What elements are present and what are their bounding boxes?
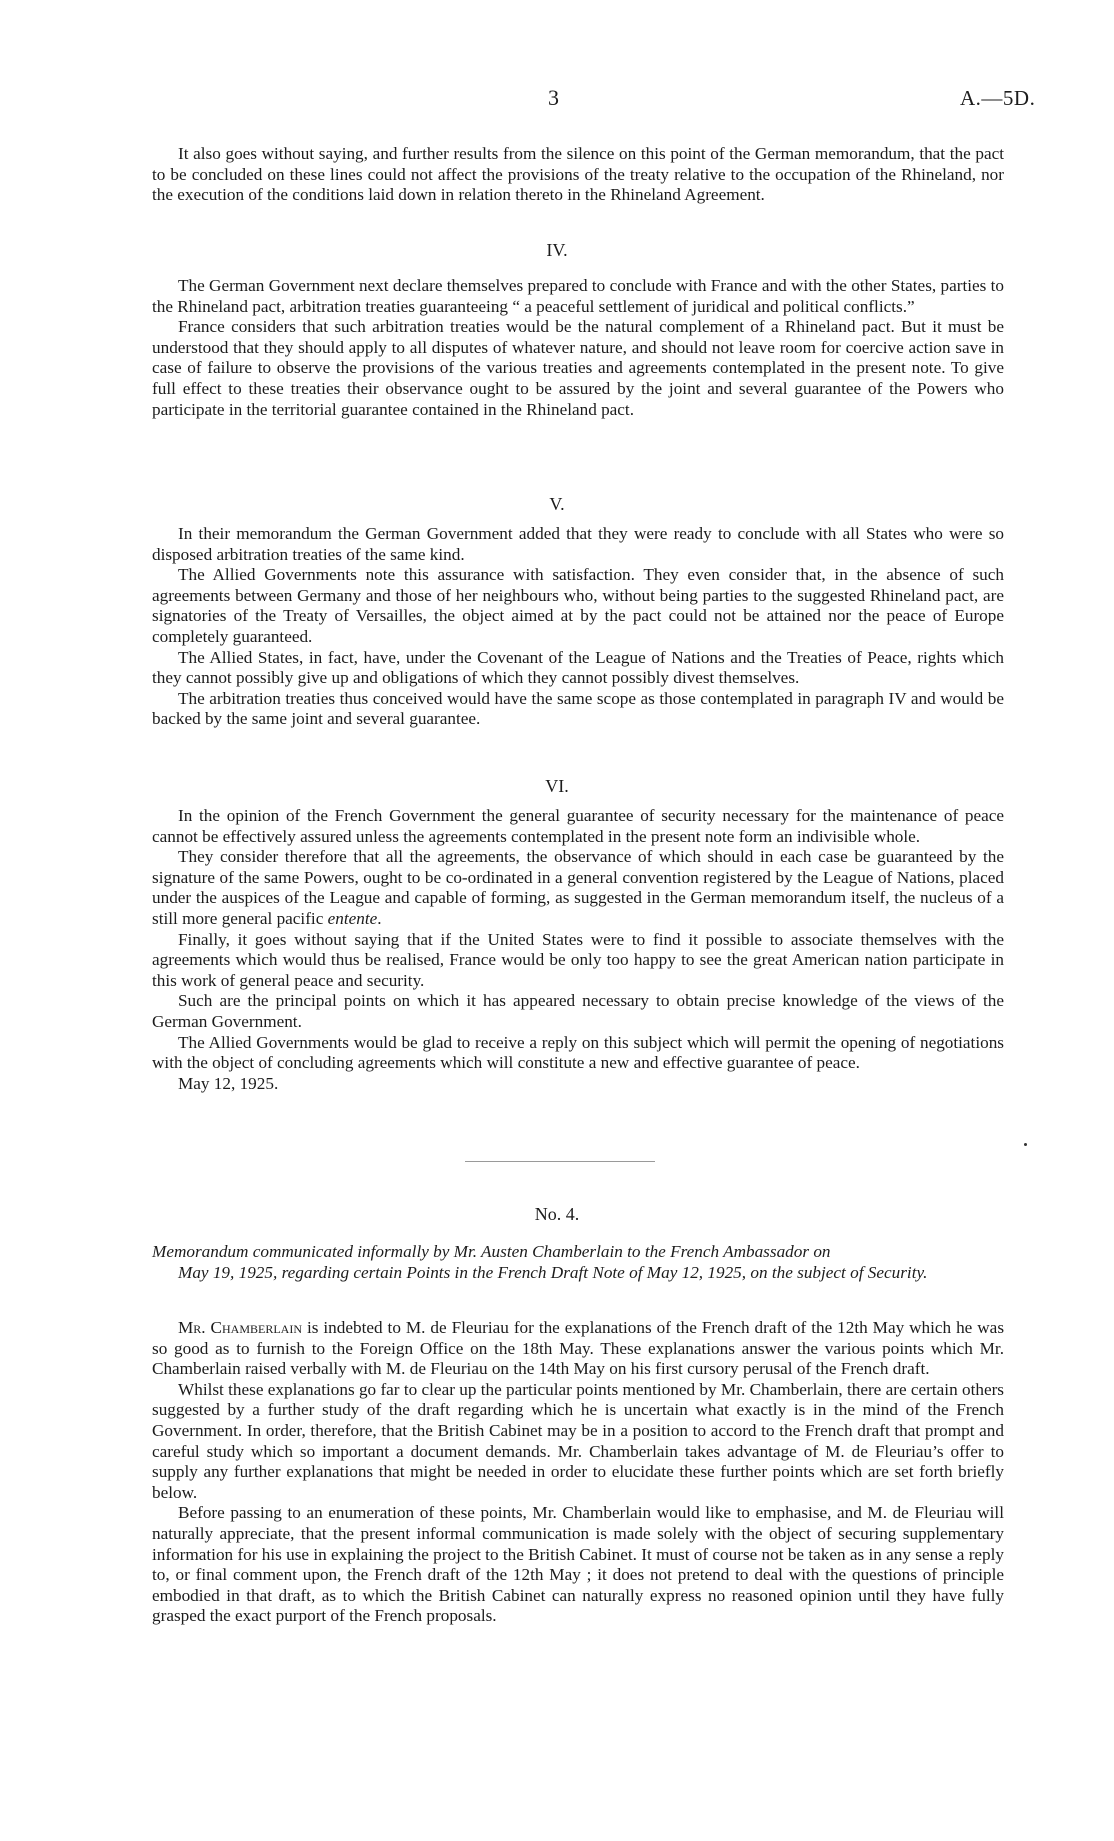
document-reference: A.—5D. xyxy=(960,86,1036,110)
paragraph-text: is indebted to M. de Fleuriau for the explanations of the French draft of the 12th May which he was so good as to furnish to the Foreign Office on the 18th May. These explanations answer the various points which Mr. Chamberlain raised verbally with M. de Fleuriau on the 14th May on his first cursory perusal of the French draft. xyxy=(152,1318,1005,1379)
section-v-paragraph: The Allied States, in fact, have, under the Covenant of the League of Nations and the Treaties of Peace, rights which they cannot possibly give up and obligations of which they cannot possibly divest themselves. xyxy=(152,647,1004,688)
memorandum-title-line: Memorandum communicated informally by Mr. Austen Chamberlain to the French Ambassador on xyxy=(152,1242,831,1261)
section-heading-iv: IV. xyxy=(546,240,568,260)
section-v-paragraph: The Allied Governments note this assurance with satisfaction. They even consider that, in the absence of such agreements between Germany and those of her neighbours who, without being parties to the suggested Rhineland pact, are signatories of the Treaty of Versailles, the object aimed at by the pact could not be attained nor the peace of Europe completely guaranteed. xyxy=(152,565,1004,646)
margin-dot xyxy=(1024,1143,1027,1146)
section-vi-block xyxy=(152,806,1004,1094)
lead-name: Mr. Chamberlain xyxy=(178,1318,303,1337)
memorandum-paragraph xyxy=(152,1318,1004,1380)
section-v-paragraph: The arbitration treaties thus conceived would have the same scope as those contemplated in paragraph IV and would be backed by the same joint and several guarantee. xyxy=(152,688,1004,729)
section-vi-paragraph: Such are the principal points on which it has appeared necessary to obtain precise knowledge of the views of the German Government. xyxy=(152,991,1004,1031)
section-vi-paragraph: Finally, it goes without saying that if the United States were to find it possible to associate themselves with the agreements which would thus be realised, France would be only too happy to see the great American nation participate in this work of general peace and security. xyxy=(152,929,1004,990)
memorandum-title-continuation: May 19, 1925, regarding certain Points in the French Draft Note of May 12, 1925, on the subject of Security. xyxy=(178,1262,928,1282)
paragraph-end: . xyxy=(377,908,382,928)
section-vi-paragraph xyxy=(152,847,1004,929)
section-heading-vi: VI. xyxy=(545,776,569,796)
memorandum-body xyxy=(152,1318,1004,1627)
section-divider xyxy=(465,1161,655,1162)
intro-paragraph: It also goes without saying, and further results from the silence on this point of the German memorandum, that the pact to be concluded on these lines could not affect the provisions of the treaty relative to the occupation of the Rhineland, nor the execution of the conditions laid down in relation thereto in the Rhineland Agreement. xyxy=(152,144,1004,205)
paragraph-text: They consider therefore that all the agreements, the observance of which should in each case be guaranteed by the signature of the same Powers, ought to be co-ordinated in a general convention registered by the League of Nations, placed under the auspices of the League and capable of forming, as suggested in the German memorandum itself, the nucleus of a still more general pacific xyxy=(152,847,1004,928)
section-iv-paragraph: France considers that such arbitration treaties would be the natural complement of a Rhineland pact. But it must be understood that they should apply to all disputes of whatever nature, and should not leave room for coercive action save in case of failure to observe the provisions of the various treaties and agreements contemplated in the present note. To give full effect to these treaties their observance ought to be assured by the joint and several guarantee of the Powers who participate in the territorial guarantee contained in the Rhineland pact. xyxy=(152,317,1004,419)
memorandum-title xyxy=(152,1242,1004,1283)
intro-block xyxy=(152,144,1004,206)
document-number-heading: No. 4. xyxy=(534,1204,580,1224)
section-iv-block xyxy=(152,276,1004,420)
italic-term: entente xyxy=(327,908,378,928)
section-v-block xyxy=(152,524,1004,730)
section-iv-paragraph: The German Government next declare themselves prepared to conclude with France and with the other States, parties to the Rhineland pact, arbitration treaties guaranteeing “ a peaceful settlement of juridical and political conflicts.” xyxy=(152,276,1004,316)
page-number: 3 xyxy=(548,85,559,110)
section-v-paragraph: In their memorandum the German Government added that they were ready to conclude with all States who were so disposed arbitration treaties of the same kind. xyxy=(152,524,1004,564)
memorandum-paragraph: Whilst these explanations go far to clear up the particular points mentioned by Mr. Chamberlain, there are certain others suggested by a further study of the draft regarding which he is uncertain what exactly is in the mind of the French Government. In order, therefore, that the British Cabinet may be in a position to accord to the French draft that prompt and careful study which so important a document demands. Mr. Chamberlain takes advantage of M. de Fleuriau’s offer to supply any further explanations that might be needed in order to elucidate these further points which are set forth briefly below. xyxy=(152,1379,1004,1502)
section-heading-v: V. xyxy=(549,494,565,514)
note-date: May 12, 1925. xyxy=(178,1073,279,1093)
section-vi-paragraph: In the opinion of the French Government the general guarantee of security necessary for the maintenance of peace cannot be effectively assured unless the agreements contemplated in the present note form an indivisible whole. xyxy=(152,806,1004,846)
section-vi-paragraph: The Allied Governments would be glad to receive a reply on this subject which will permit the opening of negotiations with the object of concluding agreements which will constitute a new and effective guarantee of peace. xyxy=(152,1032,1004,1073)
memorandum-paragraph: Before passing to an enumeration of these points, Mr. Chamberlain would like to emphasise, and M. de Fleuriau will naturally appreciate, that the present informal communication is made solely with the object of securing supplementary information for his use in explaining the project to the British Cabinet. It must of course not be taken as in any sense a reply to, or final comment upon, the French draft of the 12th May ; it does not pretend to deal with the questions of principle embodied in that draft, as to which the British Cabinet can naturally express no reasoned opinion until they have fully grasped the exact purport of the French proposals. xyxy=(152,1503,1005,1626)
